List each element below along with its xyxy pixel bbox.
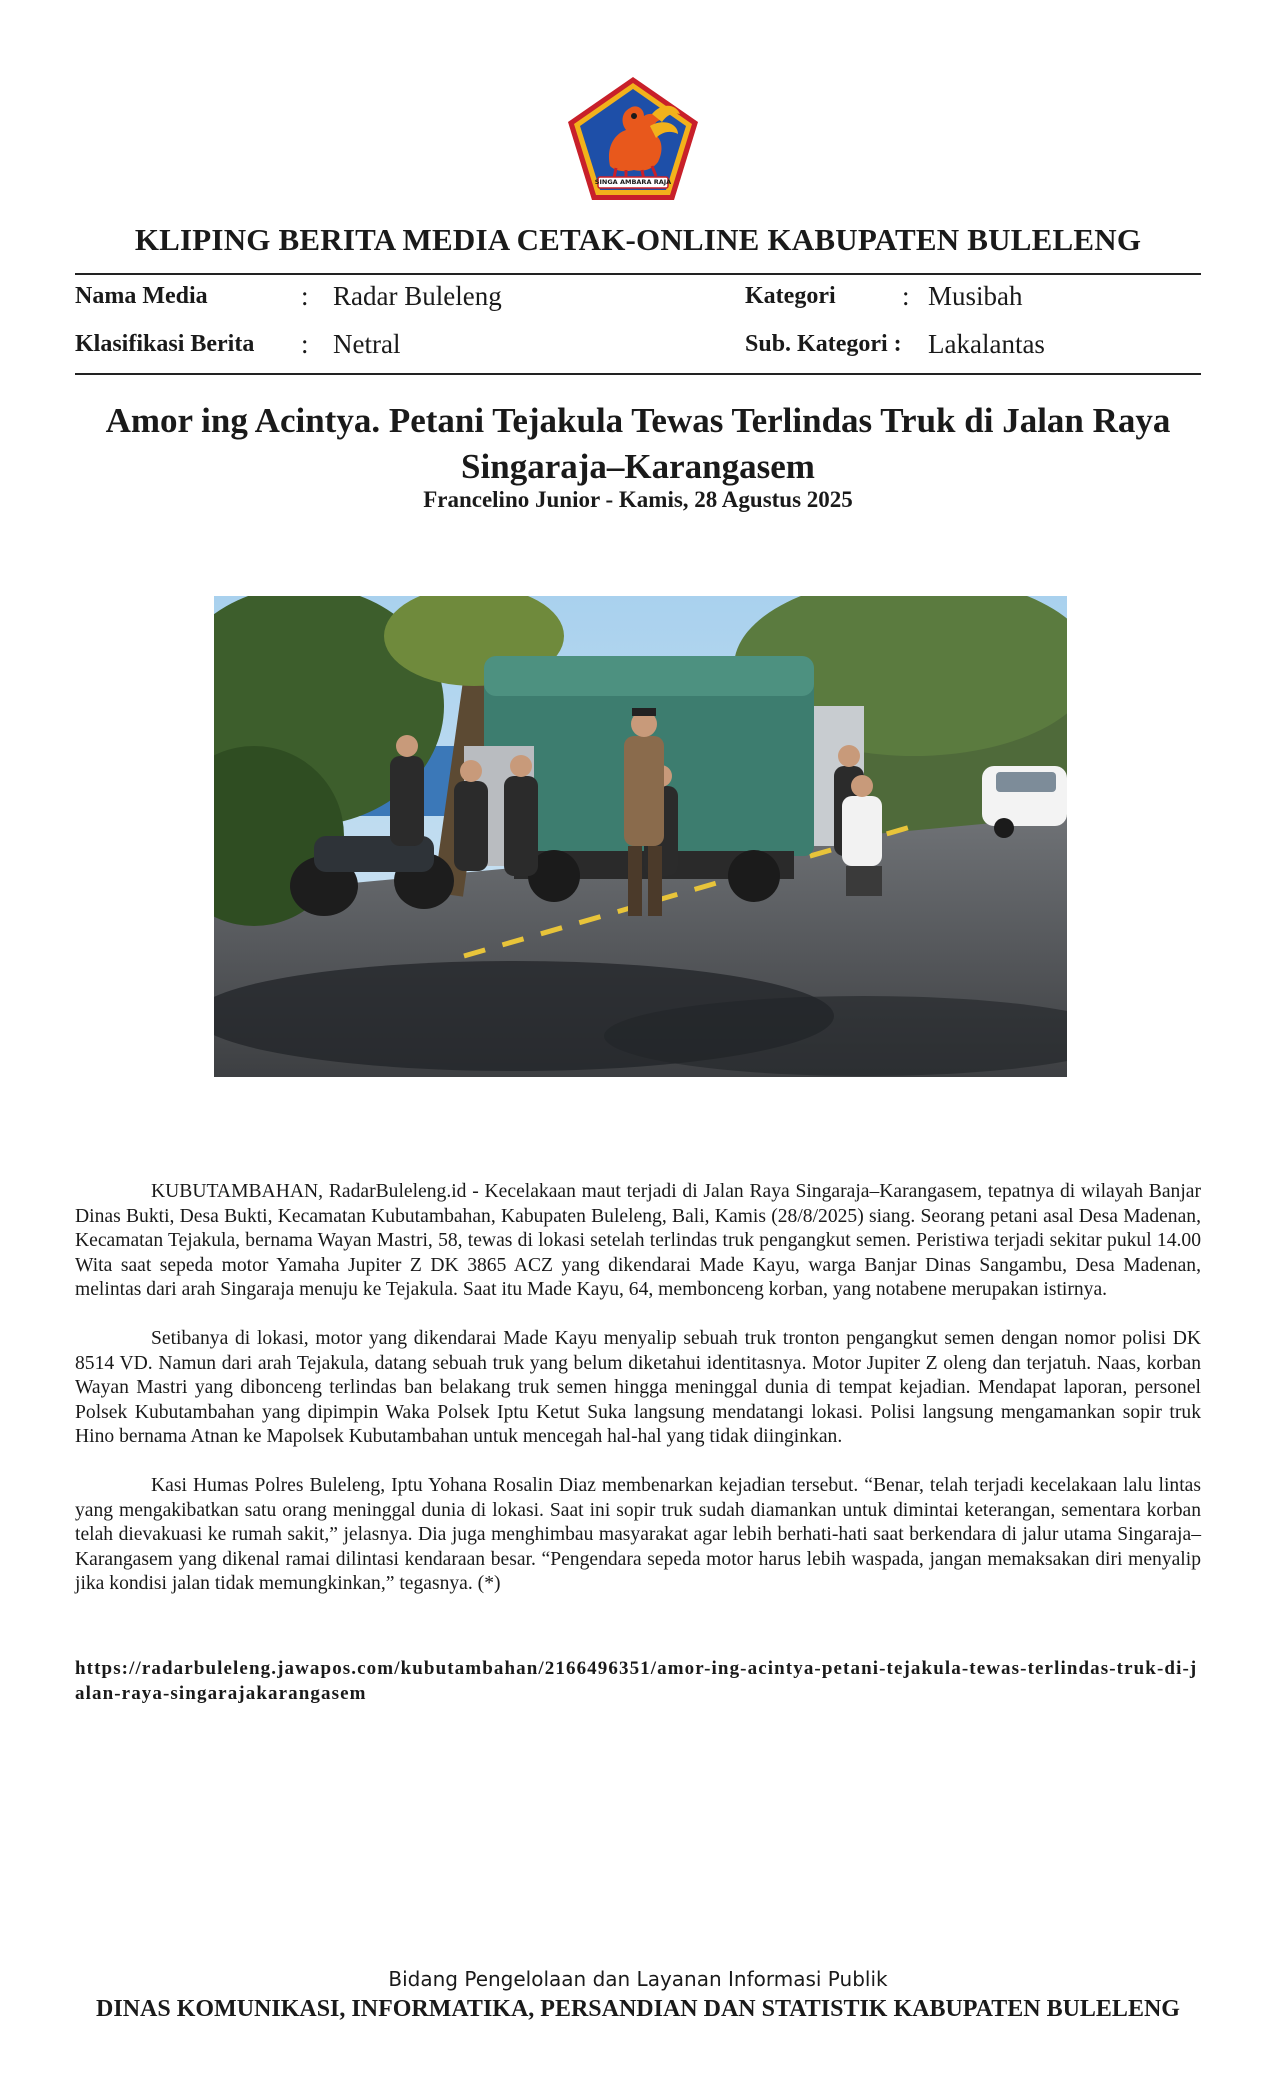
media-label: Nama Media — [75, 283, 208, 309]
media-value: Radar Buleleng — [333, 281, 502, 311]
kategori-value: Musibah — [928, 281, 1023, 311]
article-paragraph: Setibanya di lokasi, motor yang dikendarai Made Kayu menyalip sebuah truk tronton pengangkut semen dengan nomor polisi DK 8514 VD. Namun dari arah Tejakula, datang sebuah truk yang belum diketahui identitasnya. Motor Jupiter Z oleng dan terjatuh. Naas, korban Wayan Mastri yang dibonceng terlindas ban belakang truk semen hingga meninggal dunia di tempat kejadian. Mendapat laporan, personel Polsek Kubutambahan yang dipimpin Waka Polsek Iptu Ketut Suka langsung mendatangi lokasi. Polisi langsung mengamankan sopir truk Hino bernama Atnan ke Mapolsek Kubutambahan untuk mencegah hal-hal yang tidak diinginkan. — [75, 1327, 1201, 1448]
article-body — [75, 1180, 1201, 1621]
singa-ambara-raja-crest-icon — [564, 74, 702, 204]
kategori-colon: : — [902, 281, 910, 311]
document-title: KLIPING BERITA MEDIA CETAK-ONLINE KABUPATEN BULELENG — [134, 222, 1142, 257]
top-divider — [75, 273, 1201, 275]
footer-department: Bidang Pengelolaan dan Layanan Informasi Publik — [388, 1967, 888, 1991]
accident-scene-photo — [214, 596, 1067, 1077]
article-headline: Amor ing Acintya. Petani Tejakula Tewas Terlindas Truk di Jalan Raya Singaraja–Karangasem — [105, 401, 1171, 486]
footer-agency: DINAS KOMUNIKASI, INFORMATIKA, PERSANDIAN DAN STATISTIK KABUPATEN BULELENG — [96, 1996, 1180, 2022]
klasifikasi-value: Netral — [333, 329, 401, 359]
crest-motto-text: SINGA AMBARA RAJA — [594, 178, 672, 186]
klasifikasi-label: Klasifikasi Berita — [75, 331, 255, 357]
klasifikasi-colon: : — [301, 329, 309, 359]
media-colon: : — [301, 281, 309, 311]
source-link[interactable]: https://radarbuleleng.jawapos.com/kubutambahan/2166496351/amor-ing-acintya-petani-tejakula-tewas-terlindas-truk-di-jalan-raya-singarajakarangasem — [75, 1658, 1198, 1704]
meta-divider — [75, 373, 1201, 375]
kategori-label: Kategori — [745, 283, 836, 309]
article-paragraph: Kasi Humas Polres Buleleng, Iptu Yohana Rosalin Diaz membenarkan kejadian tersebut. “Benar, telah terjadi kecelakaan lalu lintas yang mengakibatkan satu orang meninggal dunia di lokasi. Saat ini sopir truk sudah diamankan untuk dimintai keterangan, sementara korban telah dievakuasi ke rumah sakit,” jelasnya. Dia juga menghimbau masyarakat agar lebih berhati-hati saat berkendara di jalur utama Singaraja–Karangasem yang dikenal ramai dilintasi kendaraan besar. “Pengendara sepeda motor harus lebih waspada, jangan memaksakan diri menyalip jika kondisi jalan tidak memungkinkan,” tegasnya. (*) — [75, 1474, 1201, 1595]
subkategori-value: Lakalantas — [928, 329, 1045, 359]
article-paragraph: KUBUTAMBAHAN, RadarBuleleng.id - Kecelakaan maut terjadi di Jalan Raya Singaraja–Karangasem, tepatnya di wilayah Banjar Dinas Bukti, Desa Bukti, Kecamatan Kubutambahan, Kabupaten Buleleng, Bali, Kamis (28/8/2025) siang. Seorang petani asal Desa Madenan, Kecamatan Tejakula, bernama Wayan Mastri, 58, tewas di lokasi setelah terlindas truk pengangkut semen. Peristiwa terjadi sekitar pukul 14.00 Wita saat sepeda motor Yamaha Jupiter Z DK 3865 ACZ yang dikendarai Made Kayu, warga Banjar Dinas Sangambu, Desa Madenan, melintas dari arah Singaraja menuju ke Tejakula. Saat itu Made Kayu, 64, membonceng korban, yang notabene merupakan istirnya. — [75, 1181, 1201, 1301]
article-byline: Francelino Junior - Kamis, 28 Agustus 2025 — [423, 487, 853, 512]
subkategori-label: Sub. Kategori : — [745, 331, 902, 357]
